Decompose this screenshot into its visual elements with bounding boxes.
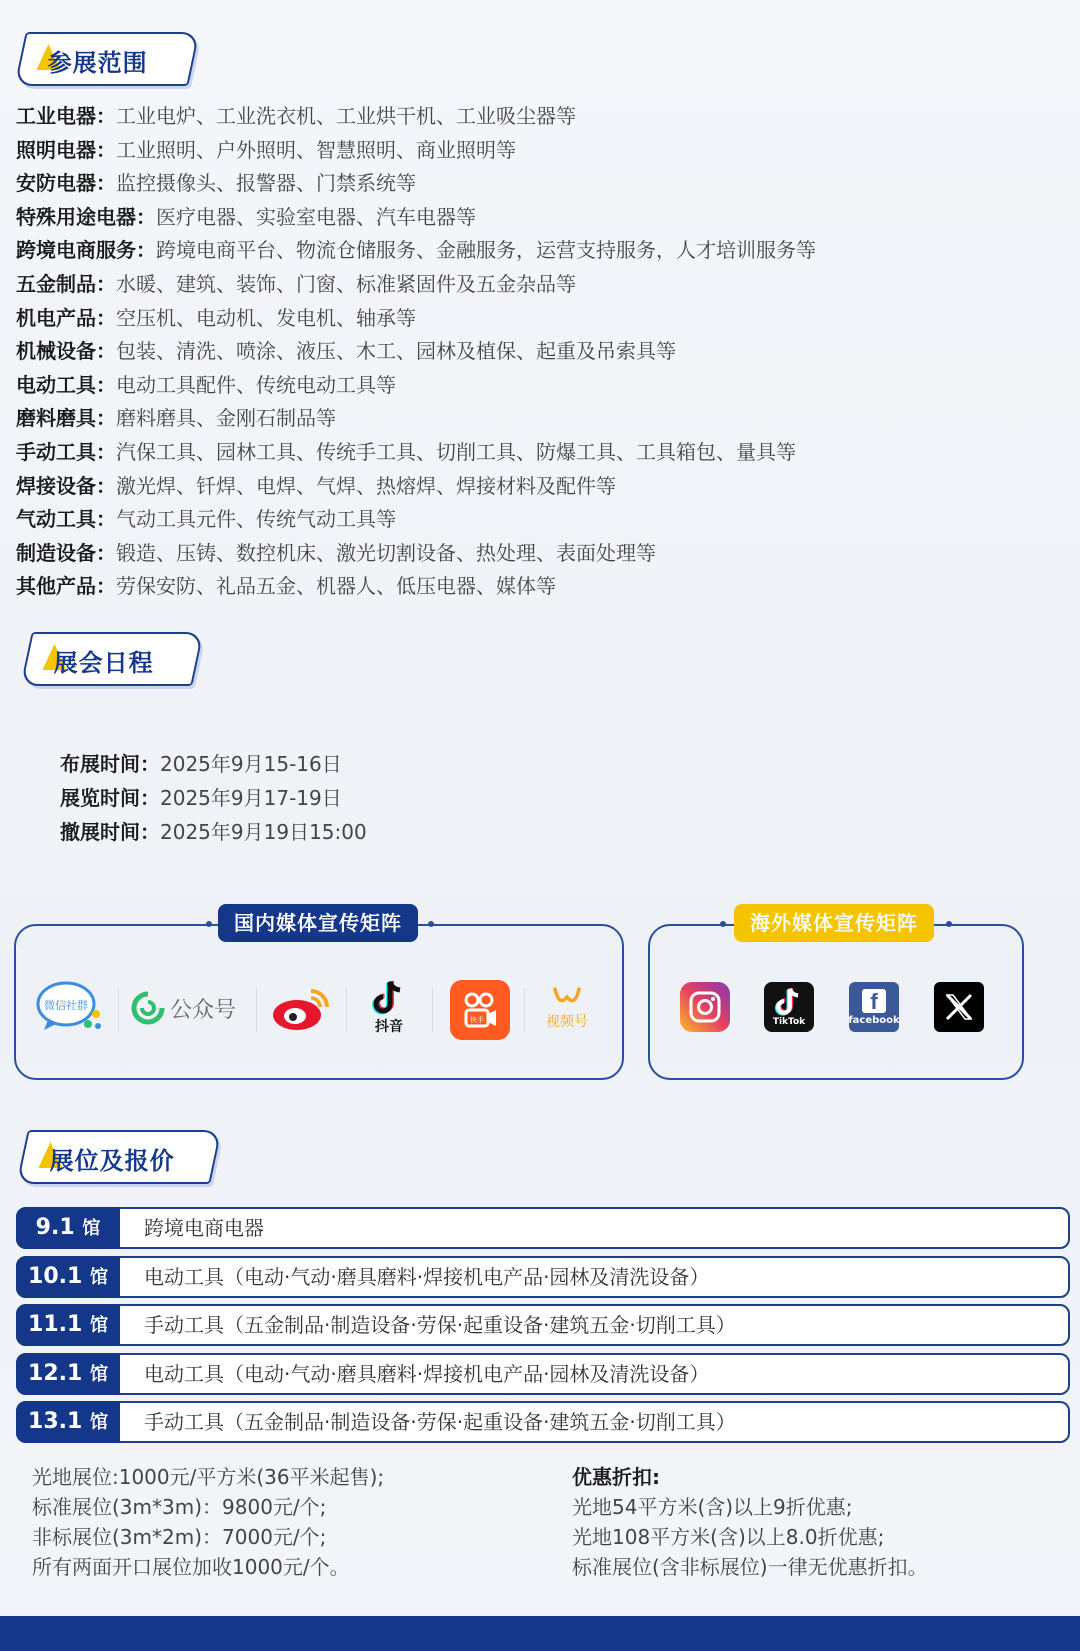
scope-value: 包装、清洗、喷涂、液压、木工、园林及植保、起重及吊索具等 bbox=[116, 339, 676, 364]
hall-row bbox=[16, 1401, 1066, 1441]
official-account-icon[interactable] bbox=[130, 986, 242, 1030]
schedule-row bbox=[60, 781, 367, 815]
schedule-value: 2025年9月15-16日 bbox=[160, 752, 342, 776]
divider bbox=[524, 988, 525, 1032]
wechat-group-icon[interactable] bbox=[36, 980, 104, 1034]
schedule-value: 2025年9月19日15:00 bbox=[160, 820, 367, 844]
channels-label: 视频号 bbox=[546, 1014, 588, 1030]
scope-value: 空压机、电动机、发电机、轴承等 bbox=[116, 305, 416, 330]
dot-right bbox=[946, 921, 952, 927]
facebook-f-glyph: f bbox=[862, 989, 886, 1013]
domestic-media-title: 国内媒体宣传矩阵 bbox=[218, 904, 418, 942]
scope-row bbox=[16, 167, 1056, 201]
scope-row bbox=[16, 302, 1056, 336]
dot-right bbox=[428, 921, 434, 927]
divider bbox=[432, 988, 433, 1032]
scope-label: 跨境电商服务： bbox=[16, 238, 156, 263]
scope-value: 磨料磨具、金刚石制品等 bbox=[116, 406, 336, 431]
hall-description: 跨境电商电器 bbox=[144, 1216, 264, 1240]
price-line: 非标展位(3m*2m)：7000元/个; bbox=[32, 1525, 327, 1549]
douyin-icon[interactable] bbox=[364, 978, 414, 1038]
scope-value: 锻造、压铸、数控机床、激光切割设备、热处理、表面处理等 bbox=[116, 540, 656, 565]
scope-row bbox=[16, 201, 1056, 235]
overseas-media-title: 海外媒体宣传矩阵 bbox=[734, 904, 934, 942]
hall-row bbox=[16, 1256, 1066, 1296]
bottom-band bbox=[0, 1616, 1080, 1651]
kuaishou-icon[interactable] bbox=[450, 980, 510, 1040]
pricing-left bbox=[32, 1462, 384, 1582]
scope-label: 照明电器： bbox=[16, 137, 116, 162]
price-line: 标准展位(3m*3m)：9800元/个; bbox=[32, 1495, 327, 1519]
scope-label: 制造设备： bbox=[16, 540, 116, 565]
schedule-label: 撤展时间： bbox=[60, 820, 160, 844]
facebook-icon[interactable] bbox=[849, 982, 899, 1032]
scope-label: 其他产品： bbox=[16, 574, 116, 599]
scope-label: 五金制品： bbox=[16, 271, 116, 296]
price-line: 光地展位:1000元/平方米(36平米起售); bbox=[32, 1465, 385, 1489]
hall-unit: 馆 bbox=[89, 1315, 108, 1336]
hall-number: 12.1 bbox=[28, 1361, 83, 1386]
section-title-booth: 展位及报价 bbox=[49, 1147, 175, 1175]
scope-value: 工业电炉、工业洗衣机、工业烘干机、工业吸尘器等 bbox=[116, 104, 576, 128]
scope-label: 工业电器： bbox=[16, 104, 116, 128]
section-tag-schedule bbox=[20, 632, 203, 686]
hall-number: 11.1 bbox=[28, 1312, 83, 1337]
hall-description: 电动工具（电动·气动·磨具磨料·焊接机电产品·园林及清洗设备） bbox=[144, 1362, 710, 1386]
scope-label: 机电产品： bbox=[16, 305, 116, 330]
scope-row bbox=[16, 268, 1056, 302]
scope-value: 水暖、建筑、装饰、门窗、标准紧固件及五金杂品等 bbox=[116, 271, 576, 296]
discount-line: 光地108平方米(含)以上8.0折优惠; bbox=[572, 1525, 885, 1549]
scope-label: 气动工具： bbox=[16, 507, 116, 532]
hall-number-badge bbox=[16, 1353, 120, 1395]
discount-title: 优惠折扣: bbox=[572, 1465, 660, 1489]
divider bbox=[118, 988, 119, 1032]
schedule-row bbox=[60, 815, 367, 849]
hall-number-badge bbox=[16, 1304, 120, 1346]
wechat-group-text: 微信社群 bbox=[44, 999, 88, 1012]
scope-label: 电动工具： bbox=[16, 372, 116, 397]
scope-label: 机械设备： bbox=[16, 339, 116, 364]
hall-unit: 馆 bbox=[89, 1364, 108, 1385]
schedule-value: 2025年9月17-19日 bbox=[160, 786, 342, 810]
hall-description: 电动工具（电动·气动·磨具磨料·焊接机电产品·园林及清洗设备） bbox=[144, 1265, 710, 1289]
schedule-row bbox=[60, 747, 367, 781]
divider bbox=[346, 988, 347, 1032]
exhibit-scope-list bbox=[16, 100, 1056, 604]
channels-icon[interactable] bbox=[536, 980, 598, 1036]
hall-row bbox=[16, 1207, 1066, 1247]
scope-value: 工业照明、户外照明、智慧照明、商业照明等 bbox=[116, 137, 516, 162]
divider bbox=[256, 988, 257, 1032]
hall-number-badge bbox=[16, 1256, 120, 1298]
scope-row bbox=[16, 436, 1056, 470]
hall-number: 9.1 bbox=[35, 1215, 75, 1240]
scope-row bbox=[16, 537, 1056, 571]
discount-line: 标准展位(含非标展位)一律无优惠折扣。 bbox=[572, 1555, 928, 1579]
scope-label: 焊接设备： bbox=[16, 473, 116, 498]
hall-number-badge bbox=[16, 1207, 120, 1249]
scope-value: 气动工具元件、传统气动工具等 bbox=[116, 507, 396, 532]
schedule-label: 布展时间： bbox=[60, 752, 160, 776]
douyin-label: 抖音 bbox=[375, 1019, 403, 1035]
x-icon[interactable] bbox=[934, 982, 984, 1032]
instagram-icon[interactable] bbox=[680, 982, 730, 1032]
schedule-label: 展览时间： bbox=[60, 786, 160, 810]
hall-unit: 馆 bbox=[89, 1412, 108, 1433]
discount-line: 光地54平方米(含)以上9折优惠; bbox=[572, 1495, 853, 1519]
section-title-schedule: 展会日程 bbox=[53, 649, 154, 677]
scope-row bbox=[16, 100, 1056, 134]
scope-value: 汽保工具、园林工具、传统手工具、切削工具、防爆工具、工具箱包、量具等 bbox=[116, 439, 796, 464]
dot-left bbox=[206, 921, 212, 927]
scope-row bbox=[16, 570, 1056, 604]
scope-value: 电动工具配件、传统电动工具等 bbox=[116, 372, 396, 397]
scope-value: 医疗电器、实验室电器、汽车电器等 bbox=[156, 204, 476, 229]
hall-number: 13.1 bbox=[28, 1409, 83, 1434]
scope-value: 劳保安防、礼品五金、机器人、低压电器、媒体等 bbox=[116, 574, 556, 599]
section-tag-scope bbox=[14, 32, 199, 86]
hall-description: 手动工具（五金制品·制造设备·劳保·起重设备·建筑五金·切削工具） bbox=[144, 1410, 736, 1434]
scope-label: 特殊用途电器： bbox=[16, 204, 156, 229]
official-account-label: 公众号 bbox=[170, 997, 237, 1023]
price-line: 所有两面开口展位加收1000元/个。 bbox=[32, 1555, 350, 1579]
scope-row bbox=[16, 234, 1056, 268]
scope-label: 手动工具： bbox=[16, 439, 116, 464]
scope-label: 安防电器： bbox=[16, 171, 116, 196]
dot-left bbox=[720, 921, 726, 927]
hall-row bbox=[16, 1304, 1066, 1344]
scope-row bbox=[16, 134, 1056, 168]
hall-description: 手动工具（五金制品·制造设备·劳保·起重设备·建筑五金·切削工具） bbox=[144, 1313, 736, 1337]
hall-unit: 馆 bbox=[82, 1218, 101, 1239]
scope-row bbox=[16, 470, 1056, 504]
scope-value: 监控摄像头、报警器、门禁系统等 bbox=[116, 171, 416, 196]
scope-row bbox=[16, 503, 1056, 537]
scope-value: 激光焊、钎焊、电焊、气焊、热熔焊、焊接材料及配件等 bbox=[116, 473, 616, 498]
hall-unit: 馆 bbox=[89, 1267, 108, 1288]
scope-label: 磨料磨具： bbox=[16, 406, 116, 431]
hall-number-badge bbox=[16, 1401, 120, 1443]
tiktok-label: TikTok bbox=[772, 1017, 806, 1027]
scope-row bbox=[16, 369, 1056, 403]
scope-row bbox=[16, 402, 1056, 436]
hall-number: 10.1 bbox=[28, 1264, 83, 1289]
pricing-right bbox=[572, 1462, 928, 1582]
section-tag-booth bbox=[16, 1130, 221, 1184]
hall-row bbox=[16, 1353, 1066, 1393]
kuaishou-text: 快手 bbox=[470, 1016, 484, 1024]
facebook-label: facebook bbox=[848, 1014, 900, 1026]
section-title-scope: 参展范围 bbox=[47, 49, 148, 77]
tiktok-icon[interactable] bbox=[764, 982, 814, 1032]
weibo-icon[interactable] bbox=[270, 982, 332, 1034]
scope-value: 跨境电商平台、物流仓储服务、金融服务，运营支持服务，人才培训服务等 bbox=[156, 238, 816, 263]
scope-row bbox=[16, 335, 1056, 369]
schedule-list bbox=[60, 747, 367, 849]
